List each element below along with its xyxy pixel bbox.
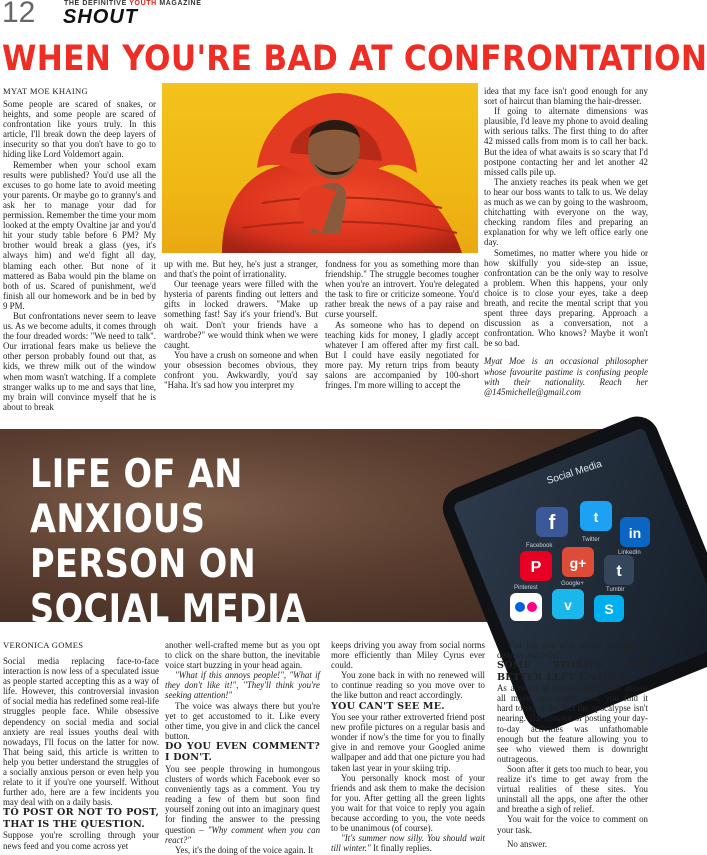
article1-headline: WHEN YOU'RE BAD AT CONFRONTATION [2,39,707,79]
article2-column-1: Social media replacing face-to-face interaction is now less of a speculated issue as people started accepting this as a way of life. However, this controversial invasion of social media has redefined some real-life struggles people face. While obsessive dependency on social media and social anxiety are real issues youths deal with nowadays, I'll focus on the latter for now. That being said, this article is written to help you better understand the struggles of a socially anxious person or even help you relate to it if you're one yourself. Without further ado, here are a few incidents you may deal with on a daily basis. TO POST OR NOT TO POST, THAT IS THE QUESTION. Suppose you're scrolling through your news feed and you come across yet [3,656,159,851]
app-label-pinterest: Pinterest [514,585,538,591]
article1-byline: MYAT MOE KHAING [3,86,89,96]
svg-text:in: in [628,525,642,541]
subhead-some-stories: SOME STORIES ARE BETTER LEFT UNTOLD. [497,660,648,683]
app-label-facebook: Facebook [526,543,553,549]
page-number: 12 [2,0,36,29]
article1-column-3: fondness for you as something more than friendship." The struggle becomes tougher when you're an introvert. You're delegated the task to fire or criticize someone. You'd rather break the news of a pay raise and curse yourself. As someone who has to depend on teaching kids for money, I gladly accept whatever I am offered after my first call. But I could have easily negotiated for more pay. My return trips from beauty salons are accompanied by 100-short fringes. I'm more willing to accept the [325,259,479,391]
phone-header-label: Social Media [545,458,604,487]
svg-text:P: P [530,559,542,576]
article1-column-2: up with me. But hey, he's just a stranger, and that's the point of irrationality. Our teenage years were filled with the hysteria of parents finding out letters and gifts in locked drawers. "Make up something fast! Say it's your friend's. But oh wait. Don't your friends have a wardrobe?" we would think when we were caught. You have a crush on someone and when your obsession becomes obvious, they confront you. Awkwardly, you'd say "Haha. It's sad how you interpret my [164,259,318,391]
article2-headline: LIFE OF AN ANXIOUS PERSON ON SOCIAL MEDIA [30,452,307,632]
article1-column-4: idea that my face isn't good enough for any sort of haircut than blaming the hair-dresser. If going to alternate dimensions was plausible, I'd leave my phone to avoid dealing with serious talks. The first thing to do after 42 missed calls from mom is to call her back. But the idea of what awaits is so scary that I'd postpone contacting her and let another 42 missed calls pile up. The anxiety reaches its peak when we get to hear our boss wants to talk to us. We delay as much as we can by going to the washroom, chitchatting with everyone on the way, checking random files and preparing an explanation for why we left office early one day. Sometimes, no matter where you hide or how skilfully you side-step an issue, confrontation can be the only way to resolve a problem. When this happens, your only choice is to close your eyes, take a deep breath, and recite the mental script that you spent three days preparing. Approach a discussion as a conversation, not a confrontation. Who knows? Maybe it won't be so bad. Myat Moe is an occasional philosopher whose favourite pastime is confusing people with their nationality. Reach her @145michelle@gmail.com [484,86,648,397]
svg-text:g+: g+ [569,555,587,571]
app-label-googleplus: Google+ [561,581,584,587]
article2-byline: VERONICA GOMES [3,640,84,650]
article2-column-2: another well-crafted meme but as you opt to click on the share button, the inevitable voice start buzzing in your head again. "What if this annoys people!", "What if they don't like it!", "They'll think you're seeking attention!" The voice was always there but you're yet to get accustomed to it. Like every other time, you give in and click the cancel button. DO YOU EVEN COMMENT? I DON'T. You see people throwing in humongous clusters of words which Facebook ever so conveniently tags as a comment. You try reading a few of them but soon find yourself zoning out into an imaginary quest for finding the answer to the pressing question – "Why comment when you can react?" Yes, it's the doing of the voice again. It [165,640,321,855]
article2-column-3: keeps driving you away from social norms more efficiently than Miley Cyrus ever could. You zone back in with no renewed will to continue reading so you move over to the like button and react accordingly. YOU CAN'T SEE ME. You see your rather extroverted friend post new profile pictures on a regular basis and wonder if now's the time for you to finally give in and remove your Googled anime wallpaper and add that one picture you had taken last year in your skiing trip. You personally knock most of your friends and ask them to make the decision for you. After getting all the green lights you wait for that voice to reply you again because according to you, the vote needs to be unanimous (of course). "It's summer now silly. You should wait till winter." It finally replies. [331,640,485,854]
article2-column-4: You log out with mixed feelings of distress and relief. SOME STORIES ARE BETTER LEFT UNTOLD. As a result of stories taking over almost all major networking sites, you find it hard to reject the fact the apocalypse isn't nearing. The concept of posting your day-to-day activities was unfathomable enough but the feature allowing you to see who viewed them is downright outrageous. Soon after it gets too much to bear, you realize it's time to get away from the virtual realities of these sites. You uninstall all the apps, one after the other and breathe a sigh of relief. You wait for the voice to comment on your task. No answer. [497,640,648,849]
svg-text:t: t [593,509,599,525]
subhead-do-you-comment: DO YOU EVEN COMMENT? I DON'T. [165,740,320,764]
subhead-you-cant-see-me: YOU CAN'T SEE ME. [331,700,445,712]
app-label-linkedin: LinkedIn [618,550,641,556]
svg-text:S: S [604,601,614,617]
svg-text:v: v [564,597,572,613]
magazine-logo: SHOUT [63,6,138,28]
svg-text:t: t [616,563,622,580]
app-label-twitter: Twitter [582,537,600,543]
author-bio: Myat Moe is an occasional philosopher whose favourite pastime is confusing people with their nationality. Reach her @145michelle@gmail.com [484,356,648,397]
article1-photo [162,83,478,253]
svg-text:f: f [548,512,556,534]
subhead-to-post: TO POST OR NOT TO POST, THAT IS THE QUESTION. [3,807,159,830]
man-gesture-illustration [162,83,478,253]
app-label-tumblr: Tumblr [606,587,625,593]
magazine-tagline: THE DEFINITIVE YOUTH MAGAZINE [64,0,202,7]
article1-column-1: Some people are scared of snakes, or heights, and some people are scared of confrontation like yours truly. In this article, I'll break down the deep layers of insecurity so that you don't have to go to hiding like Lord Voldemort again. Remember when your school exam results were published? You'd use all the excuses to go home late to avoid meeting your parents. Or maybe go to granny's and ask her to manage your dad for permission. Remember the time your mom looked at the empty Ovaltine jar and you'd hit your study table before 6 PM? My brother would break a glass (yes, it's always him) and we'd fight all day, blaming each other. But none of it mattered as Baba would pin the blame on both of us. Scared of punishment, we'd finish all our homework and be in bed by 9 PM. But confrontations never seem to leave us. As we become adults, it comes through the four dreaded words: "We need to talk". Our irrational fears make us believe the other person probably found out that, as kids, we threw milk out of the window when mom wasn't watching. If a complete stranger walks up to me and says that line, my brain will convince myself that he is about to break [3,99,156,412]
